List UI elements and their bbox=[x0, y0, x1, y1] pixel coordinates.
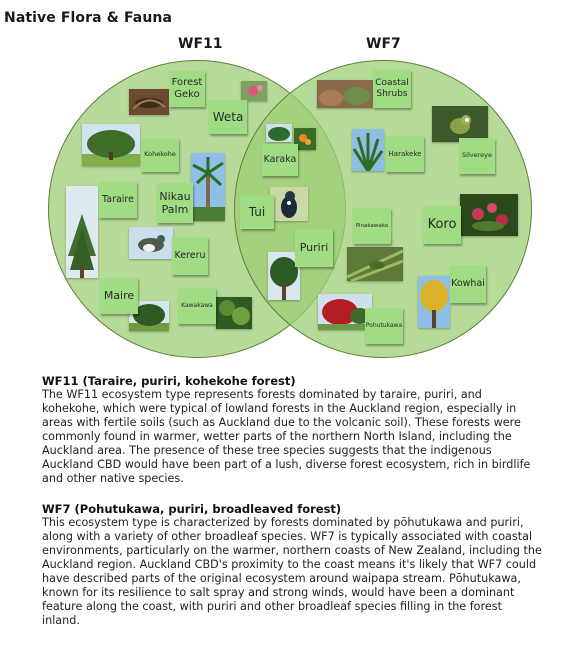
pohutukawa-photo bbox=[318, 294, 372, 330]
note-taraire: Taraire bbox=[99, 182, 137, 218]
coastal-shrubs-photo bbox=[317, 80, 373, 108]
note-tui: Tui bbox=[240, 195, 274, 229]
taraire-tree-photo bbox=[66, 186, 98, 278]
wf11-body: The WF11 ecosystem type represents forests dominated by taraire, puriri, and kohekohe, which were typical of lowland forests in the Auckland region, especially in areas with fertile soils (such as Auckland due to the volcanic soil). These forests were commonly found in warmer, wetter parts of the northern North Island, including the Auckland area. The presence of these tree species suggests that the indigenous Auckland CBD would have been part of a lush, diverse forest ecosystem, rich in birdlife and other native species. bbox=[42, 388, 531, 485]
gecko-photo bbox=[129, 89, 169, 115]
page-title: Native Flora & Fauna bbox=[4, 10, 173, 26]
note-pinakawaka: Pinakawaka bbox=[353, 208, 391, 244]
note-kowhai: Kowhai bbox=[450, 265, 486, 303]
note-harakeke: Harakeke bbox=[386, 136, 424, 172]
note-kohekohe: Kohekohe bbox=[141, 138, 179, 172]
note-nikau-palm: Nikau Palm bbox=[157, 183, 193, 223]
kohekohe-tree-photo bbox=[82, 124, 140, 166]
note-koro: Koro bbox=[423, 206, 461, 244]
note-pohutukawa: Pohutukawa bbox=[365, 308, 403, 344]
wf7-description bbox=[42, 502, 542, 628]
note-puriri: Puriri bbox=[295, 229, 333, 267]
wf11-heading: WF11 (Taraire, puriri, kohekohe forest) bbox=[42, 374, 296, 388]
note-maire: Maire bbox=[100, 278, 138, 314]
note-weta: Weta bbox=[209, 100, 247, 134]
kowhai-photo bbox=[418, 276, 450, 328]
flower-photo bbox=[241, 81, 267, 101]
tui-photo bbox=[270, 187, 308, 221]
wf11-label: WF11 bbox=[178, 36, 223, 52]
wf11-description bbox=[42, 374, 542, 486]
kawakawa-photo bbox=[216, 297, 252, 329]
note-kereru: Kereru bbox=[172, 237, 208, 275]
note-karaka: Karaka bbox=[262, 144, 298, 176]
kereru-photo bbox=[129, 227, 173, 259]
karaka-photo bbox=[266, 124, 292, 142]
note-silvereye: Silvereye bbox=[459, 138, 495, 174]
wf7-body: This ecosystem type is characterized by forests dominated by pōhutukawa and puriri, along with a variety of other broadleaf species. WF7 is typically associated with coastal environments, particularly on the warmer, northern coasts of New Zealand, including the Auckland region. Auckland CBD's proximity to the coast means it's likely that WF7 could have described parts of the original ecosystem around waipapa stream. Pōhutukawa, known for its resilience to salt spray and strong winds, would have been a dominant feature along the coast, with puriri and other broadleaf species filling in the forest inland. bbox=[42, 516, 542, 627]
note-kawakawa: Kawakawa bbox=[178, 288, 216, 324]
wf7-heading: WF7 (Pohutukawa, puriri, broadleaved forest) bbox=[42, 502, 342, 516]
nikau-palm-photo bbox=[191, 153, 225, 221]
note-coastal-shrubs: Coastal Shrubs bbox=[373, 70, 411, 108]
harakeke-photo bbox=[352, 129, 384, 171]
koro-flower-photo bbox=[460, 194, 518, 236]
wf7-label: WF7 bbox=[366, 36, 401, 52]
pinakawaka-photo bbox=[347, 247, 403, 281]
silvereye-photo bbox=[432, 106, 488, 142]
note-forest-geko: Forest Geko bbox=[169, 71, 205, 107]
